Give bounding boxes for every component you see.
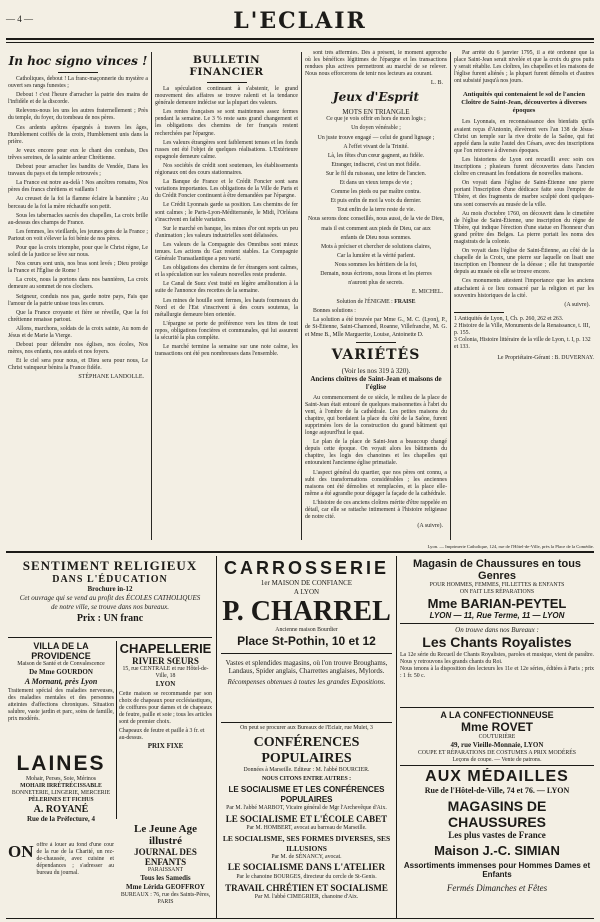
ad-owner: De Mme GOURDON	[29, 668, 93, 676]
financial-paragraph: Les obligations des chemins de fer étrangers sont calmes, et la spéculation sur les valeurs nouvelles reste prudente.	[155, 265, 298, 279]
ad-title: VILLA DE LA PROVIDENCE	[31, 641, 91, 661]
poem-stanza: Allons, marchons, soldats de la croix sainte, Au nom de Jésus et de Marie la Vierge.	[8, 325, 148, 339]
ad-title: A LA CONFECTIONNEUSE	[440, 710, 554, 720]
financial-continuation: sont très affermies. Dès à présent, le moment approche où les bénéfices légitimes de l'épargne et les transactions rendues plus actives permettront au marché de se relever. Nous nous efforcerons de tenir nos lecteurs au courant.	[305, 50, 447, 78]
ad-dep: ON FAIT LES RÉPARATIONS	[459, 589, 535, 595]
poem-stanza: Relevons-nous les uns les autres fraternellement ; Près du temple, du foyer, du tombeau de nos pères.	[8, 108, 148, 122]
varietes-title: VARIÉTÉS	[331, 346, 421, 363]
footnote-rule	[454, 312, 504, 313]
ad-text: Vastes et splendides magasins, où l'on trouve Broughams, Landaus, Spider anglais, Charrettes anglaises, Mylords.	[225, 659, 388, 675]
ad-divider	[8, 637, 212, 638]
ad-jeune-age	[119, 823, 212, 918]
ad-rule	[221, 653, 392, 654]
footnote: 3 Colonia, Histoire littéraire de la ville de Lyon, t. I, p. 132 et 133.	[454, 336, 591, 350]
ad-line: PÈLERINES ET FICHUS	[28, 797, 94, 803]
poem-stanza: Pour que la croix triomphe, pour que le Christ règne, Le soleil de la justice se lève sur nous.	[8, 244, 148, 259]
poem-stanza: Je veux encore pour eux le chant des combats, Des trêves sereines, de la sainte ardeur Chrétienne.	[8, 147, 148, 161]
ad-location: A Mornant, près Lyon	[24, 677, 98, 686]
ad-line: COUPE ET RÉPARATIONS DE COSTUMES A PRIX MODÉRÉS	[418, 750, 576, 756]
ads-column-rule	[216, 556, 217, 918]
ad-name: Mme ROVET	[460, 720, 533, 734]
title-rule	[58, 72, 98, 73]
ad-divider	[400, 623, 594, 624]
ad-address: LYON — 11, Rue Terme, 11 — LYON	[429, 611, 565, 620]
ad-note: Par M. l'abbé MARBOT, Vicaire général de Mgr l'Archevêque d'Aix.	[226, 805, 387, 811]
ad-divider	[400, 765, 594, 766]
antiquites-paragraph: Au mois d'octobre 1760, on découvrit dans le cimetière de l'église de Saint-Étienne, une inscription du règne de Tibère, qui indique l'érection d'une statue en l'honneur d'un grand prêtre des Belges. La pierre portait les noms des magistrats de la colonie.	[454, 210, 594, 245]
ad-owner: RIVIER SŒURS	[132, 656, 199, 666]
ad-former: Ancienne maison Bourdier	[275, 627, 338, 633]
ad-title: AUX MÉDAILLES	[425, 768, 569, 785]
financial-title: BULLETIN FINANCIER	[189, 54, 264, 78]
poem-stanza: Et le ciel sera pour nous, et Dieu sera pour nous, Le Christ vainqueur bénira la France fidèle.	[8, 358, 148, 372]
page-bottom-rule	[6, 918, 594, 919]
ad-subtitle: Mohair, Perses, Soie, Mérinos	[26, 776, 96, 782]
jeux-line: Demain, nous écrirons, nous lirons et les pierres	[320, 270, 432, 277]
ad-magasins: MAGASINS DE CHAUSSURES	[447, 798, 547, 830]
jeux-line: Un juste trouve engagé — celui de grand lignage ;	[317, 134, 435, 141]
ad-note: Par le chanoine BOURGES, directeur du cercle de St-Genis.	[236, 874, 377, 880]
solution-answer: FRAISE	[394, 299, 416, 306]
varietes-paragraph: L'histoire de ces anciens cloîtres mérite d'être rappelée en détail, car elle se rattache intimement à l'histoire religieuse de notre cité.	[305, 499, 447, 521]
jeux-line: Sur le fil du ruisseau, une lettre de l'ancien.	[325, 170, 427, 177]
financial-signature: L. B.	[430, 80, 443, 87]
ad-frequency: PARAISSANT	[147, 867, 184, 873]
column-rule	[450, 52, 451, 540]
ad-item: LE SOCIALISME DANS L'ATELIER	[227, 863, 386, 873]
jeux-line: Et puis enfin de moi la voix du dernier.	[330, 198, 422, 205]
masthead-rule-thin	[6, 42, 594, 43]
ad-chapellerie	[119, 641, 212, 819]
ad-item: LE SOCIALISME, SES FORMES DIVERSES, SES ILLUSIONS	[222, 834, 391, 853]
ad-item: LE SOCIALISME ET LES CONFÉRENCES POPULAIRES	[228, 785, 385, 804]
ad-price: PRIX FIXE	[147, 742, 184, 750]
section-rule	[356, 342, 396, 343]
ad-subtitle: DANS L'ÉDUCATION	[52, 574, 168, 585]
ad-divider	[221, 722, 392, 723]
ad-address: Rue de la Préfecture, 4	[26, 815, 96, 823]
poem-stanza: Catholiques, debout ! La franc-maçonnerie du mystère a ouvert ses rangs funestes ;	[8, 76, 148, 90]
jeux-line: Comme les pieds ou par maître contra.	[331, 189, 421, 196]
poem-stanza: Seigneur, conduis nos pas, garde notre pays, Fais que l'amour de la patrie unisse tous les cœurs.	[8, 293, 148, 307]
ad-aux-medailles	[400, 768, 594, 918]
poem-stanzas	[8, 76, 148, 372]
ad-subtitle: POUR HOMMES, FEMMES, FILLETTES & ENFANTS	[429, 582, 565, 588]
ad-villa-providence	[8, 641, 114, 749]
ad-format: Brochure in-12	[87, 585, 133, 593]
poem-stanza: Au creuset de la foi la flamme éclaire la bannière ; Au berceau de la foi la mère réchauffe son petit.	[8, 196, 148, 210]
jeux-lines	[305, 116, 447, 287]
ad-note: Par M. HOMBERT, avocat au barreau de Marseille.	[246, 825, 367, 831]
ad-item: LE SOCIALISME ET L'ÉCOLE CABET	[225, 814, 388, 824]
ad-director: Mme Lérida GEOFFROY	[126, 883, 205, 891]
solution-label: Solution de l'ÉNIGME :	[336, 299, 393, 306]
masthead	[6, 8, 594, 48]
ad-city: A LYON	[293, 588, 320, 596]
jeux-signature: E. MICHEL.	[411, 289, 443, 296]
ad-name: Mme BARIAN-PEYTEL	[427, 596, 567, 611]
jeux-line: enfants de Dieu nous sommes.	[340, 234, 412, 241]
ad-title: Magasin de Chaussures en tous Genres	[412, 558, 582, 582]
jeux-line: Et dans un vieux temps de vie ;	[339, 180, 413, 187]
poem-stanza: Debout pour arracher les bandits de Vendée, Dans les travaux du pays et du temple retrouvés ;	[8, 164, 148, 178]
ad-chaussures-barian	[400, 558, 594, 620]
ad-subtitle: JOURNAL DES ENFANTS	[134, 847, 197, 867]
ad-conferences	[221, 725, 392, 918]
column-financial	[155, 50, 298, 540]
financial-paragraphs	[155, 86, 298, 358]
ad-title: LAINES	[16, 752, 106, 775]
jeux-line: Ce que je vois offrir en hors de mon logis ;	[326, 116, 426, 123]
poem-stanza: Nos cœurs sont unis, nos bras sont levés ; Dieu protège la France et l'Église de Rome !	[8, 261, 148, 275]
ad-on-offre	[8, 842, 114, 882]
column-varietes	[305, 50, 447, 540]
financial-paragraph: Les rentes françaises se sont maintenues assez fermes pendant la semaine. Le 3 % reste sans grand changement et les obligations des chemins de fer français restent recherchées par l'épargne.	[155, 109, 298, 137]
jeux-line: n'auront plus de secrets.	[348, 280, 404, 287]
jeux-line: Etranger, indiscret, c'est un mot fidèle.	[331, 161, 421, 168]
column-poem	[8, 50, 148, 540]
ad-publisher: Données à Marseille. Editeur : M. l'abbé BOURCIER.	[243, 767, 370, 773]
financial-paragraph: Le marché termine la semaine sur une note calme, les transactions ont été peu nombreuses dans l'ensemble.	[155, 344, 298, 358]
poem-stanza: La France est notre au-delà ! Nos ancêtres romains, Nos pères des francs chrétiens et vaillants !	[8, 180, 148, 194]
ad-pre: On trouve dans nos Bureaux :	[455, 626, 539, 634]
ads-column-rule	[396, 556, 397, 918]
ad-note: Chapeaux de feutre et paille à 3 fr. et au-dessus.	[119, 728, 205, 741]
ad-text: Cet ouvrage qui se vend au profit des ÉCOLES CATHOLIQUES de notre ville, se trouve dans nos bureaux.	[19, 594, 201, 611]
ad-text: Cette maison se recommande par son choix de chapeaux pour ecclésiastiques, de coiffures pour dames et de chapeaux de feutre, paille et soie ; tous les articles sont de premier choix.	[119, 691, 212, 725]
ad-title: Le Jeune Age illustré	[134, 823, 197, 847]
ad-address: 15, rue CENTRALE et rue Hôtel-de-Ville, 18	[122, 666, 209, 679]
ad-column-rule	[116, 641, 117, 819]
jeux-line: Mots à préciser et chercher de solutions claires,	[320, 243, 432, 250]
jeux-line: Car la lumière et la vérité parlent.	[336, 252, 416, 259]
ad-line: On peut se procurer aux Bureaux de l'Éclair, rue Mulet, 3	[240, 725, 373, 731]
poem-stanza: Que la France croyante et fière se réveille, Que la foi chrétienne renaisse partout.	[8, 309, 148, 323]
jeux-line: Là, les fêtes d'un cœur gagnent, au fidèle.	[327, 152, 425, 159]
solution-text: La solution a été trouvée par Mme G., M. C. (Lyon), P., de St-Étienne, Saint-Chamond, Roanne, Villefranche, M. G. et Mme B., Mlle Marguerite, Louise, Antoinette D.	[305, 317, 447, 338]
financial-paragraph: La spéculation continuant à s'abstenir, le grand mouvement des affaires se trouve ralenti et la tendance générale demeure indécise sur la plupart des valeurs.	[155, 86, 298, 107]
ad-name: Maison J.-C. SIMIAN	[434, 843, 560, 858]
ad-note: Par M. l'abbé CIMEGRIER, chanoine d'Aix.	[254, 894, 359, 900]
antiquites-paragraph: Ces monuments attestent l'importance que les anciens attachaient à ce lieu consacré par la religion et par les souvenirs historiques de la cité.	[454, 278, 594, 299]
jeux-subtitle: MOTS EN TRIANGLE	[342, 108, 410, 117]
poem-stanza: Debout ! c'est l'heure d'arracher la patrie des mains de l'infidèle et de la discorde.	[8, 92, 148, 106]
ad-text: Traitement spécial des maladies nerveuses, des maladies mentales et des personnes atteintes d'affections chroniques. Situation salubre, vaste jardin et parc, soins de famille, prix modérés.	[8, 688, 114, 722]
antiquites-title: Antiquités qui contenaient le sol de l'ancien Cloître de Saint-Jean, découvertes à diverses époques	[461, 91, 587, 115]
ad-line: Leçons de coupe. — Vente de patrons.	[452, 757, 542, 762]
financial-paragraph: Les valeurs de la Compagnie des Omnibus sont mieux tenues. Les actions du Gaz restent stables. La Compagnie Générale Transatlantique a peu varié.	[155, 241, 298, 263]
ad-address: Rue de l'Hôtel-de-Ville, 74 et 76. — LYON	[424, 786, 570, 795]
ad-carrosserie	[221, 558, 392, 720]
varietes-paragraph: L'aspect général du quartier, que nos pères ont connu, a subi des transformations considérables ; les anciennes maisons ont été démolies et remplacées, et la place elle-même a été agrandie pour dégager la façade de la cathédrale.	[305, 469, 447, 497]
ad-item: TRAVAIL CHRÉTIEN ET SOCIALISME	[225, 883, 388, 893]
ad-award: Récompenses obtenues à toutes les grandes Expositions.	[227, 678, 386, 686]
ad-price: Prix : UN franc	[76, 613, 144, 624]
page-number: — 4 —	[6, 14, 33, 24]
poem-stanza: Sous les tabernacles sacrés des chapelles, La croix brille au-dessus des champs de France.	[8, 212, 148, 226]
antiquites-paragraph: On voyait dans l'église de Saint-Étienne une pierre portant l'inscription d'une dédicace faite sous l'empire de Tibère, et des fragments de marbre sculpté dont quelques-uns sont conservés au musée de la ville.	[454, 180, 594, 208]
financial-paragraph: L'épargne se porte de préférence vers les titres de tout repos, obligations foncières et communales, qui lui assurent la sécurité la plus complète.	[155, 320, 298, 341]
ad-subtitle: 1er MAISON DE CONFIANCE	[260, 579, 353, 587]
ad-city: LYON	[155, 680, 176, 688]
ad-closing: Fermés Dimanches et Fêtes	[446, 883, 548, 893]
ad-confectionneuse	[400, 710, 594, 762]
jeux-line: Nous serons donc conseillés, nous aussi, de la vie de Dieu,	[307, 216, 445, 223]
newspaper-title: L'ECLAIR	[233, 8, 367, 34]
jeux-line: Un doyen vénérable ;	[351, 125, 401, 132]
ad-title: CARROSSERIE	[223, 558, 390, 578]
solution-note: Bonnes solutions :	[313, 308, 356, 315]
poem-stanza: Debout pour défendre nos églises, nos écoles, Nos mères, nos enfants, nos autels et nos foyers.	[8, 342, 148, 356]
ad-note: Par M. de SÉNANCY, avocat.	[271, 854, 342, 860]
ad-note: Nous tenons à la disposition des lecteurs les 11e et 12e séries, éditées à Paris ; prix : 1 fr. 50 c.	[400, 666, 594, 679]
column-rule	[151, 52, 152, 540]
poem-stanza: Les femmes, les vieillards, les jeunes gens de la France ; Partout on voit s'élever la foi bénie de nos pères.	[8, 228, 148, 242]
ad-name: P. CHARREL	[222, 596, 391, 627]
jeux-title: Jeux d'Esprit	[332, 90, 420, 105]
varietes-ref: (Voir les nos 319 à 320).	[341, 366, 411, 375]
antiquites-signature: (A suivre).	[564, 301, 590, 308]
ad-title: CONFÉRENCES POPULAIRES	[253, 735, 360, 766]
varietes-paragraph: Au commencement de ce siècle, le milieu de la place de Saint-Jean était entouré de quelques maisonnettes à l'abri du vent, à l'ombre de la cathédrale. Les petites maisons du chapitre, qui bordaient la place du côté de la Saône, furent supprimées lors de la construction du grand bâtiment qui longe aujourd'hui le quai.	[305, 394, 447, 437]
footnote: 1 Antiquités de Lyon, I, Ch. p. 260, 262 et 263.	[454, 315, 564, 322]
jeux-line: Tout enfin de la terre reste de vie.	[337, 207, 415, 214]
varietes-paragraphs	[305, 395, 447, 522]
ad-subtitle: Maison de Santé et de Convalescence	[17, 661, 105, 667]
ad-line: BONNETERIE, LINGERIE, MERCERIE	[11, 790, 111, 796]
ad-label: ON	[8, 842, 34, 861]
jeux-line: A l'effet vivant de la Trinité.	[343, 143, 409, 150]
ad-title: CHAPELLERIE	[119, 641, 212, 656]
ads-band-rule	[6, 551, 594, 553]
ad-text: La 12e série du Recueil de Chants Royalistes, paroles et musique, vient de paraître. Nous y retrouvons les grands chants du Roi.	[400, 652, 594, 665]
ad-laines	[8, 752, 114, 838]
ad-address: Place St-Pothin, 10 et 12	[237, 634, 376, 648]
varietes-paragraph: Le plan de la place de Saint-Jean a beaucoup changé depuis cette époque. On voyait alors les bâtiments du chapitre, les logis des chanoines et les chapelles qui entouraient l'ancienne église primatiale.	[305, 439, 447, 467]
financial-paragraph: Nos sociétés de crédit sont soutenues, les établissements régionaux ont des cours stationnaires.	[155, 162, 298, 177]
ad-chants-royalistes	[400, 626, 594, 704]
ad-text: offre à louer au fond d'une cour de la rue de la Charité, un rez-de-chaussée, avec cuisine et dépendances ; s'adresser au bureau du journal.	[36, 842, 114, 876]
ad-line: Assortiments immenses pour Hommes Dames et Enfants	[403, 861, 591, 879]
antiquites-intro: Par arrêté du 6 janvier 1795, il a été ordonné que la place Saint-Jean serait nivelée et que la croix du gros puits y serait rétablie. Les cloîtres, les chapelles et les maisons de l'église furent aliénés ; la plupart furent démolis et d'autres ont subsisté jusqu'à nos jours.	[454, 50, 594, 85]
financial-paragraph: Le Canal de Suez s'est traité en légère amélioration à la suite de l'annonce des recettes de la semaine.	[155, 281, 298, 295]
financial-paragraph: Sur le marché en banque, les mines d'or ont repris un peu d'animation ; les valeurs industrielles sont délaissées.	[155, 225, 298, 239]
antiquites-paragraphs	[454, 119, 594, 299]
antiquites-paragraph: Les Lyonnais, en reconnaissance des bienfaits qu'ils avaient reçus d'Antonin, élevèrent vers l'an 138 de Jésus-Christ un temple sur la rive droite de la Saône, qui fut appelé dans la suite l'autel des Césars, avec des inscriptions que l'on retrouve à diverses époques.	[454, 119, 594, 154]
ad-sentiment-religieux	[8, 558, 212, 634]
footnotes	[454, 316, 594, 351]
masthead-rule	[6, 38, 594, 40]
varietes-subtitle: Anciens cloîtres de Saint-Jean et maisons de l'église	[310, 374, 442, 391]
ad-owner: A. ROYANÉ	[33, 804, 89, 815]
ad-address: 49, rue Vieille-Monnaie, LYON	[450, 741, 544, 749]
poem-signature: STÉPHANE LANDOLLE.	[78, 374, 144, 381]
jeux-line: mais il est comment aux pieds de Dieu, car aux	[321, 225, 431, 232]
poem-title: In hoc signo vinces !	[8, 54, 148, 68]
ad-title: Les Chants Royalistes	[422, 634, 572, 650]
ad-address: BUREAUX : 76, rue des Saints-Pères, PARIS	[120, 892, 211, 905]
ad-title: SENTIMENT RELIGIEUX	[22, 558, 198, 573]
antiquites-paragraph: On voyait dans l'église de Saint-Étienne, au côté de la chapelle de la Croix, une pierre sur laquelle on lisait une inscription en l'honneur de la déesse ; elle fut transportée depuis au musée où elle se trouve encore.	[454, 248, 594, 276]
column-antiquites	[454, 50, 594, 540]
ad-days: Tous les Samedis	[140, 874, 191, 882]
title-rule	[207, 82, 247, 83]
varietes-signature: (A suivre).	[417, 523, 443, 530]
imprint: Lyon. — Imprimerie Catholique, 124, rue de l'Hôtel-de-Ville, près la Place de la Comédie.	[427, 544, 594, 549]
financial-paragraph: Les mines de houille sont fermes, les hauts fourneaux du Nord et de l'Est s'inscrivent à des cours soutenus, la métallurgie demeure bien orientée.	[155, 297, 298, 318]
financial-paragraph: Les valeurs étrangères sont faiblement tenues et les fonds russes ont été l'objet de quelques réalisations. L'Extérieure espagnole demeure calme.	[155, 139, 298, 160]
poem-stanza: Ces ardents apôtres épargnés à travers les âges, Humblement coiffés de la croix, Humblement unis dans la prière.	[8, 124, 148, 145]
antiquites-paragraph: Les historiens de Lyon ont recueilli avec soin ces inscriptions ; plusieurs furent découvertes dans l'ancien cloître en creusant les fondations de nouvelles maisons.	[454, 156, 594, 178]
ad-subtitle: COUTURIÈRE	[478, 734, 516, 740]
ad-line: MOHAIR IRRÉTRÉCISSABLE	[20, 783, 102, 789]
financial-paragraph: La Banque de France et le Crédit Foncier sont sans variations importantes. Les obligations de la Ville de Paris et du Crédit Foncier continuent à être demandées par l'épargne.	[155, 179, 298, 200]
poem-stanza: La croix, nous la portons dans nos bannières, La croix demeure au sommet de nos clochers.	[8, 277, 148, 291]
footnote: 2 Histoire de la Ville, Monuments de la Renaissance, t. III, p. 155.	[454, 322, 591, 336]
financial-paragraph: Le Crédit Lyonnais garde sa position. Les chemins de fer sont calmes ; le Paris-Lyon-Méditerranée, le Midi, l'Orléans s'inscrivent en faible variation.	[155, 202, 298, 223]
ad-divider	[400, 707, 594, 708]
ad-list-head: NOUS CITONS ENTRE AUTRES :	[261, 776, 352, 782]
gerant: Le Propriétaire-Gérant : B. DUVERNAY.	[497, 354, 594, 361]
ad-subtitle: Les plus vastes de France	[448, 830, 546, 840]
jeux-line: Nous sommes les héritiers de la foi,	[334, 261, 418, 268]
solution-heading	[305, 299, 447, 306]
column-rule	[301, 52, 302, 540]
